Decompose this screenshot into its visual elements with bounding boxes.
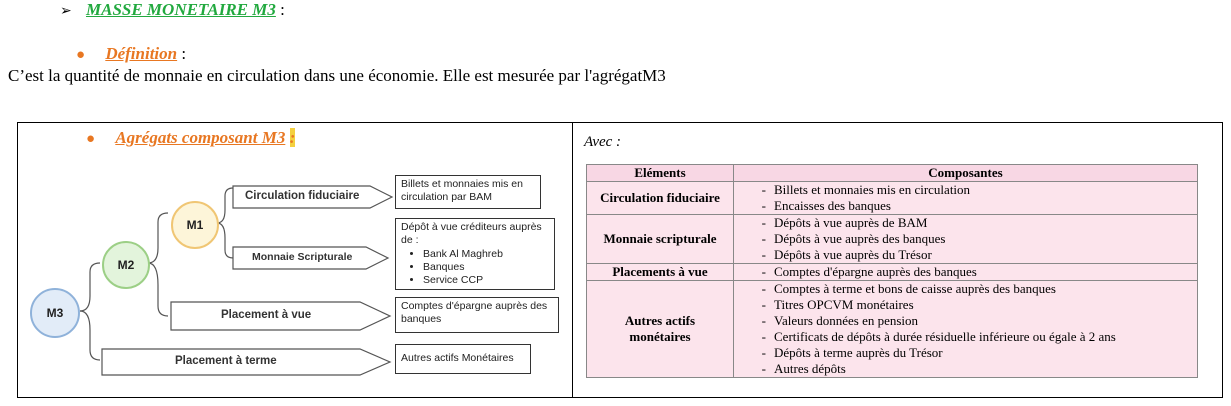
aggregates-colon: : [289, 128, 296, 147]
connector-m2-m1 [148, 213, 168, 263]
component-item: - Dépôts à vue auprès des banques [740, 231, 1191, 247]
component-item: - Comptes à terme et bons de caisse auprès des banques [740, 281, 1191, 297]
aggregates-label: Agrégats composant M3 [115, 128, 286, 147]
table-header-row [587, 165, 1198, 182]
connector-m2-vue [148, 263, 168, 316]
connector-m3-terme [80, 311, 100, 360]
box-placement-vue: Comptes d'épargne auprès des banques [395, 297, 559, 333]
component-item: - Dépôts à terme auprès du Trésor [740, 345, 1191, 361]
element-cell: Monnaie scripturale [587, 215, 734, 264]
frame-divider [572, 122, 573, 398]
definition-colon: : [181, 44, 187, 63]
node-m3: M3 [30, 288, 80, 338]
label-monnaie-scripturale: Monnaie Scripturale [252, 251, 353, 263]
arrow-bullet-icon: ➢ [60, 3, 72, 19]
bullet-icon: ● [86, 131, 96, 147]
box-scripturale [395, 218, 555, 290]
table-intro: Avec : [584, 134, 622, 150]
connector-m1-scripturale [217, 223, 233, 258]
definition-label: Définition [105, 44, 178, 63]
box-placement-terme: Autres actifs Monétaires [395, 344, 531, 374]
component-item: - Billets et monnaies mis en circulation [740, 182, 1191, 198]
label-circulation-fiduciaire: Circulation fiduciaire [245, 190, 360, 202]
node-m2: M2 [102, 241, 150, 289]
table-row [587, 281, 1198, 378]
bullet-icon: ● [76, 47, 86, 63]
connector-m1-circulation [217, 188, 233, 223]
definition-text: C’est la quantité de monnaie en circulation dans une économie. Elle est mesurée par l'agrégatM3 [8, 66, 666, 85]
components-cell [734, 215, 1198, 264]
component-item: - Dépôts à vue auprès de BAM [740, 215, 1191, 231]
list-item: • Banques [423, 261, 549, 274]
composition-table [586, 164, 1198, 378]
header-composantes: Composantes [734, 165, 1198, 182]
section-title-colon: : [280, 0, 285, 19]
box-circulation: Billets et monnaies mis en circulation par BAM [395, 175, 541, 209]
label-placement-vue: Placement à vue [221, 309, 312, 321]
label-placement-terme: Placement à terme [175, 355, 277, 367]
table-row [587, 215, 1198, 264]
element-cell: Circulation fiduciaire [587, 182, 734, 215]
component-item: - Encaisses des banques [740, 198, 1191, 214]
table-row [587, 182, 1198, 215]
box-scripturale-intro: Dépôt à vue créditeurs auprès de : [401, 221, 542, 246]
components-cell [734, 264, 1198, 281]
component-item: - Certificats de dépôts à durée résiduelle inférieure ou égale à 2 ans [740, 329, 1191, 345]
list-item: • Service CCP [423, 274, 549, 287]
header-elements: Eléments [587, 165, 734, 182]
component-item: - Titres OPCVM monétaires [740, 297, 1191, 313]
components-cell [734, 182, 1198, 215]
node-m1: M1 [171, 201, 219, 249]
components-cell [734, 281, 1198, 378]
element-cell: Placements à vue [587, 264, 734, 281]
component-item: - Dépôts à vue auprès du Trésor [740, 247, 1191, 263]
box-scripturale-list [401, 248, 549, 287]
section-title: MASSE MONETAIRE M3 [85, 0, 276, 19]
table-row [587, 264, 1198, 281]
component-item: - Valeurs données en pension [740, 313, 1191, 329]
list-item: • Bank Al Maghreb [423, 248, 549, 261]
component-item: - Autres dépôts [740, 361, 1191, 377]
component-item: - Comptes d'épargne auprès des banques [740, 264, 1191, 280]
element-cell: Autres actifs monétaires [587, 281, 734, 378]
connector-m3-m2 [80, 263, 100, 311]
